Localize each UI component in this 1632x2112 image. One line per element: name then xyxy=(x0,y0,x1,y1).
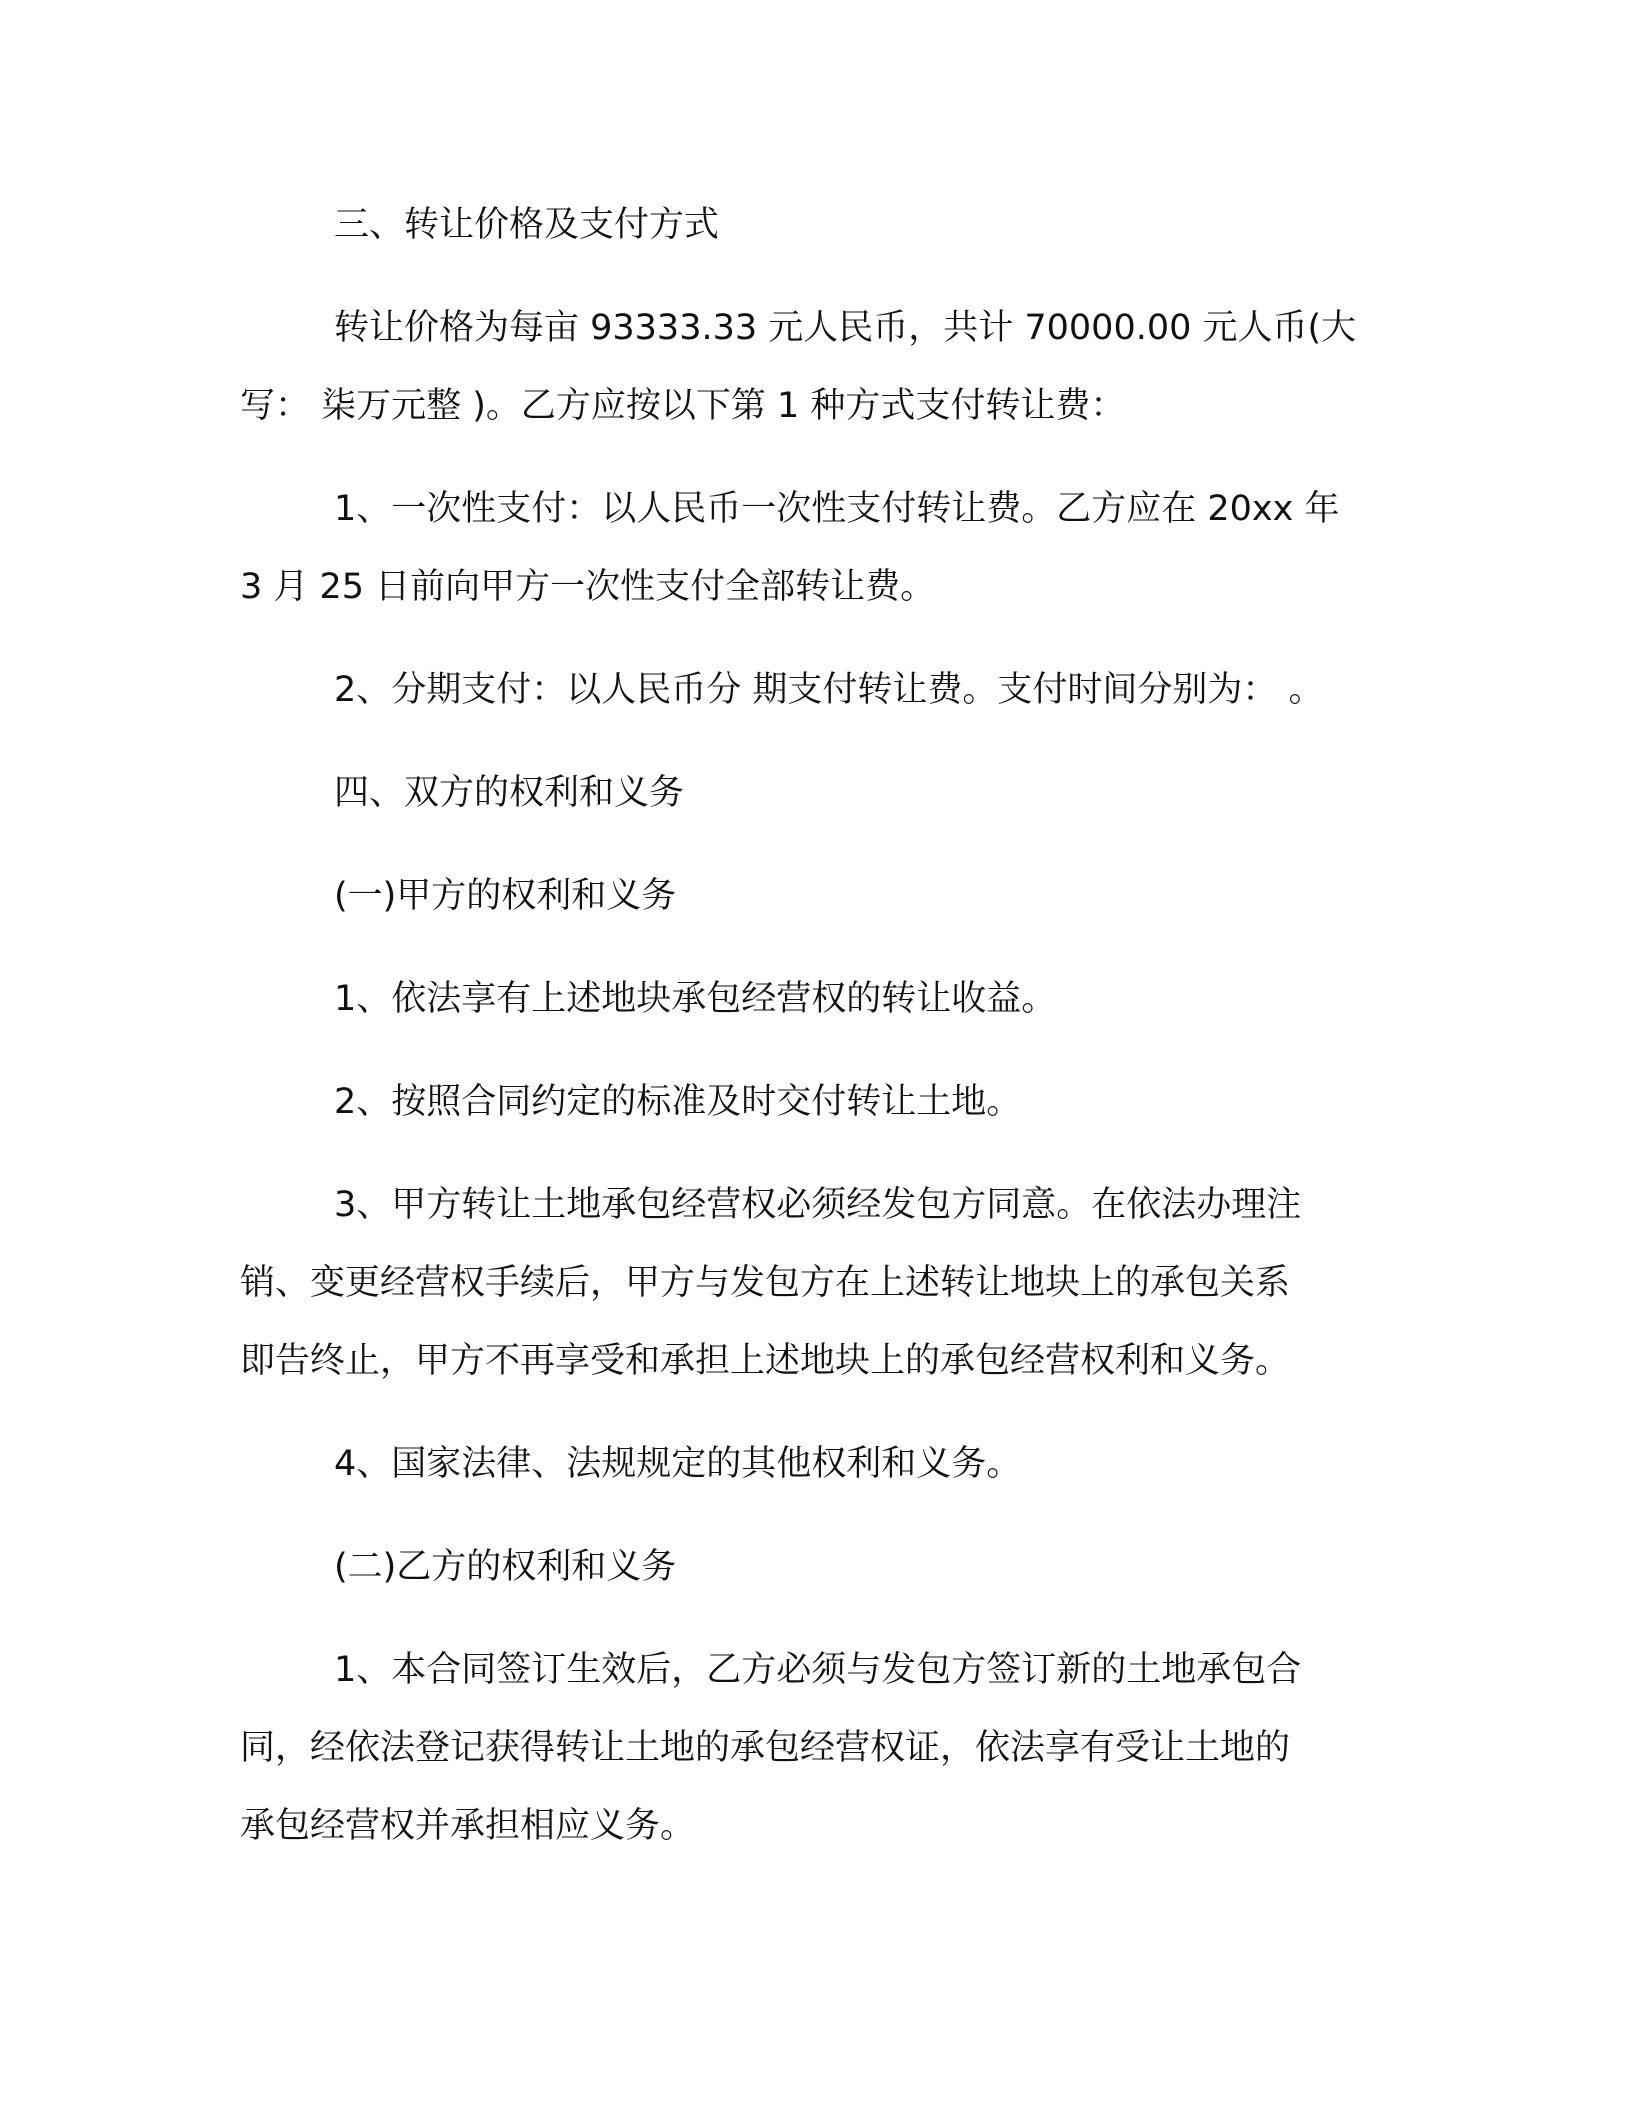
section-heading-rights-obligations xyxy=(240,754,1390,832)
paragraph-party-a-item-3 xyxy=(240,1166,1390,1400)
text-line: 三、转让价格及支付方式 xyxy=(334,205,720,245)
section-heading-transfer-price xyxy=(240,186,1390,264)
paragraph-party-a-item-4 xyxy=(240,1425,1390,1503)
text-line: (二)乙方的权利和义务 xyxy=(334,1547,677,1587)
text-line: 3、甲方转让土地承包经营权必须经发包方同意。在依法办理注 xyxy=(334,1185,1302,1225)
paragraph-party-a-item-2 xyxy=(240,1063,1390,1141)
subheading-party-a xyxy=(240,857,1390,935)
text-line: 转让价格为每亩 93333.33 元人民币，共计 70000.00 元人币(大 xyxy=(334,308,1357,348)
text-line: 1、一次性支付：以人民币一次性支付转让费。乙方应在 20xx 年 xyxy=(334,489,1340,529)
paragraph-party-a-item-1 xyxy=(240,960,1390,1038)
paragraph-installment-payment xyxy=(240,651,1390,729)
text-line: 写： 柒万元整 )。乙方应按以下第 1 种方式支付转让费： xyxy=(240,386,1126,426)
text-line: 2、分期支付：以人民币分 期支付转让费。支付时间分别为： 。 xyxy=(334,670,1324,710)
subheading-party-b xyxy=(240,1528,1390,1606)
text-line: 销、变更经营权手续后，甲方与发包方在上述转让地块上的承包关系 xyxy=(240,1263,1291,1303)
text-line: 1、本合同签订生效后，乙方必须与发包方签订新的土地承包合 xyxy=(334,1650,1302,1690)
paragraph-transfer-price xyxy=(240,289,1390,445)
text-line: 承包经营权并承担相应义务。 xyxy=(240,1806,696,1846)
text-line: 3 月 25 日前向甲方一次性支付全部转让费。 xyxy=(240,567,936,607)
text-line: 2、按照合同约定的标准及时交付转让土地。 xyxy=(334,1082,1022,1122)
text-line: (一)甲方的权利和义务 xyxy=(334,876,677,916)
text-line: 四、双方的权利和义务 xyxy=(334,773,685,813)
text-line: 同，经依法登记获得转让土地的承包经营权证，依法享有受让土地的 xyxy=(240,1728,1291,1768)
paragraph-lump-sum-payment xyxy=(240,470,1390,626)
paragraph-party-b-item-1 xyxy=(240,1631,1390,1865)
document-body xyxy=(240,186,1390,1890)
text-line: 1、依法享有上述地块承包经营权的转让收益。 xyxy=(334,979,1057,1019)
text-line: 4、国家法律、法规规定的其他权利和义务。 xyxy=(334,1444,1022,1484)
text-line: 即告终止，甲方不再享受和承担上述地块上的承包经营权利和义务。 xyxy=(240,1341,1291,1381)
